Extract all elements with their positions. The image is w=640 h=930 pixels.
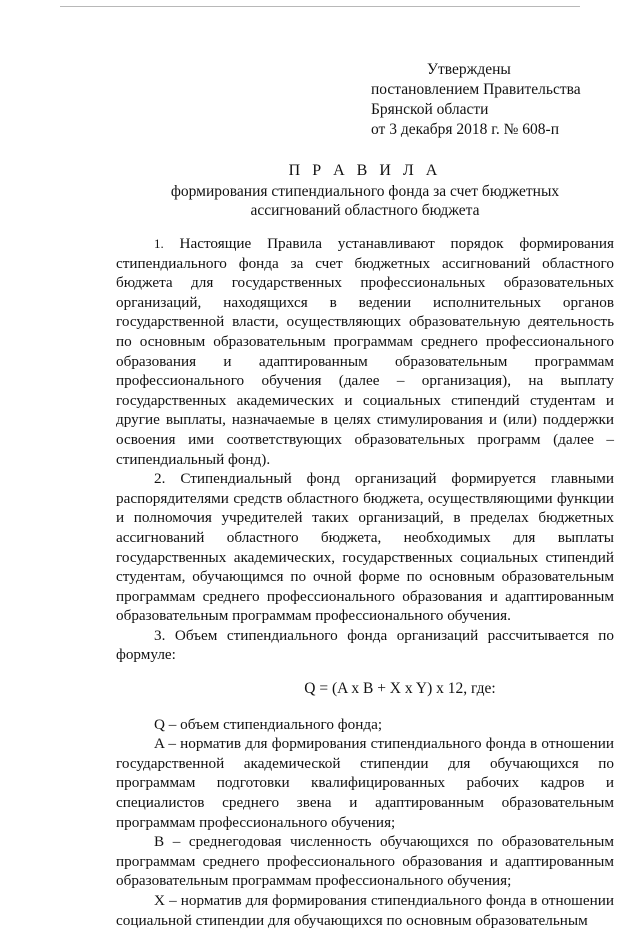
approval-line-4: от 3 декабря 2018 г. № 608-п xyxy=(371,121,560,138)
definition-a: A – норматив для формирования стипендиального фонда в отношении государственной академической стипендии для обучающихся по программам подготовки квалифицированных рабочих кадров и специалистов среднего звена и адаптированным образовательным программам профессионального обучения; xyxy=(116,735,614,831)
definition-b: B – среднегодовая численность обучающихся по образовательным программам среднего профессионального образования и адаптированным образовательным программам профессионального обучения; xyxy=(116,833,614,890)
definition-q: Q – объем стипендиального фонда; xyxy=(154,715,383,733)
paragraph-3: 3. Объем стипендиального фонда организаций рассчитывается по формуле: xyxy=(116,626,614,664)
document-subtitle-line-1: формирования стипендиального фонда за счет бюджетных xyxy=(170,183,560,200)
approval-line-3: Брянской области xyxy=(371,101,489,118)
paragraph-1-text: Настоящие Правила устанавливают порядок формирования стипендиального фонда за счет бюджетных ассигнований областного бюджета для государственных профессиональных образовательных организаций, находящихся в ведении исполнительных органов государственной власти, осуществляющих образовательную деятельность по основным образовательным программам среднего профессионального образования и адаптированным образовательным программам профессионального обучения (далее – организация), на выплату государственных академических и социальных стипендий студентам и другие выплаты, назначаемые в целях стимулирования и (или) поддержки освоения ими соответствующих образовательных программ (далее – стипендиальный фонд). xyxy=(116,235,614,468)
approval-line-2: постановлением Правительства xyxy=(371,81,581,98)
document-body xyxy=(116,234,614,930)
definition-x: X – норматив для формирования стипендиального фонда в отношении социальной стипендии для обучающихся по основным образовательным xyxy=(116,892,614,929)
document-heading xyxy=(100,161,630,220)
document-subtitle-line-2: ассигнований областного бюджета xyxy=(250,202,480,219)
paragraph-1-number: 1. xyxy=(154,236,164,251)
formula: Q = (A x B + X x Y) x 12, где: xyxy=(304,680,496,698)
document-title: П Р А В И Л А xyxy=(288,162,442,179)
scan-top-edge xyxy=(60,6,580,7)
approval-line-1: Утверждены xyxy=(427,61,511,78)
paragraph-2: 2. Стипендиальный фонд организаций формируется главными распорядителями средств областного бюджета, осуществляющими функции и полномочия учредителей таких организаций, в пределах бюджетных ассигнований областного бюджета, необходимых для выплаты государственных академических, государственных социальных стипендий студентам, обучающимся по очной форме по основным образовательным программам среднего профессионального образования и адаптированным образовательным программам профессионального обучения. xyxy=(116,470,614,625)
paragraph-1 xyxy=(116,234,614,469)
approval-block xyxy=(371,60,621,140)
